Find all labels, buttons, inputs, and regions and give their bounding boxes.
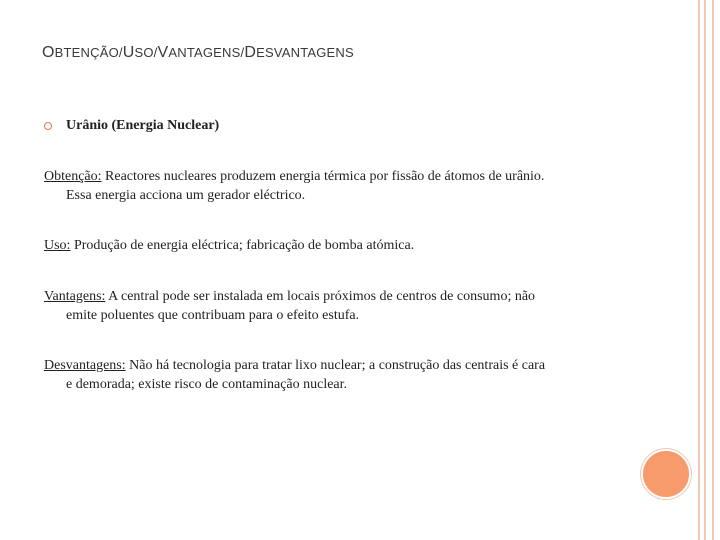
section-label: Obtenção: xyxy=(44,169,102,184)
section-text: A central pode ser instalada em locais próximos de centros de consumo; não xyxy=(105,289,536,304)
section-desvantagens xyxy=(44,356,634,394)
circle-bullet-icon xyxy=(44,122,52,130)
section-label: Desvantagens: xyxy=(44,358,126,373)
section-obtencao xyxy=(44,167,634,205)
slide-title: OBTENÇÃO/USO/VANTAGENS/DESVANTAGENS xyxy=(42,44,354,61)
section-text-continued: Essa energia acciona um gerador eléctrico. xyxy=(66,188,306,203)
section-label: Vantagens: xyxy=(44,289,106,304)
section-text-continued: e demorada; existe risco de contaminação nuclear. xyxy=(66,377,348,392)
decorative-circle xyxy=(641,449,691,499)
section-text: Produção de energia eléctrica; fabricação de bomba atómica. xyxy=(70,238,415,253)
section-text: Reactores nucleares produzem energia térmica por fissão de átomos de urânio. xyxy=(101,169,545,184)
section-vantagens xyxy=(44,287,634,325)
section-text-continued: emite poluentes que contribuam para o efeito estufa. xyxy=(66,308,360,323)
section-label: Uso: xyxy=(44,238,71,253)
section-text: Não há tecnologia para tratar lixo nuclear; a construção das centrais é cara xyxy=(125,358,546,373)
bullet-text: Urânio (Energia Nuclear) xyxy=(66,118,220,133)
decorative-side-lines xyxy=(696,0,720,540)
section-uso xyxy=(44,236,634,255)
bullet-item xyxy=(44,118,219,134)
